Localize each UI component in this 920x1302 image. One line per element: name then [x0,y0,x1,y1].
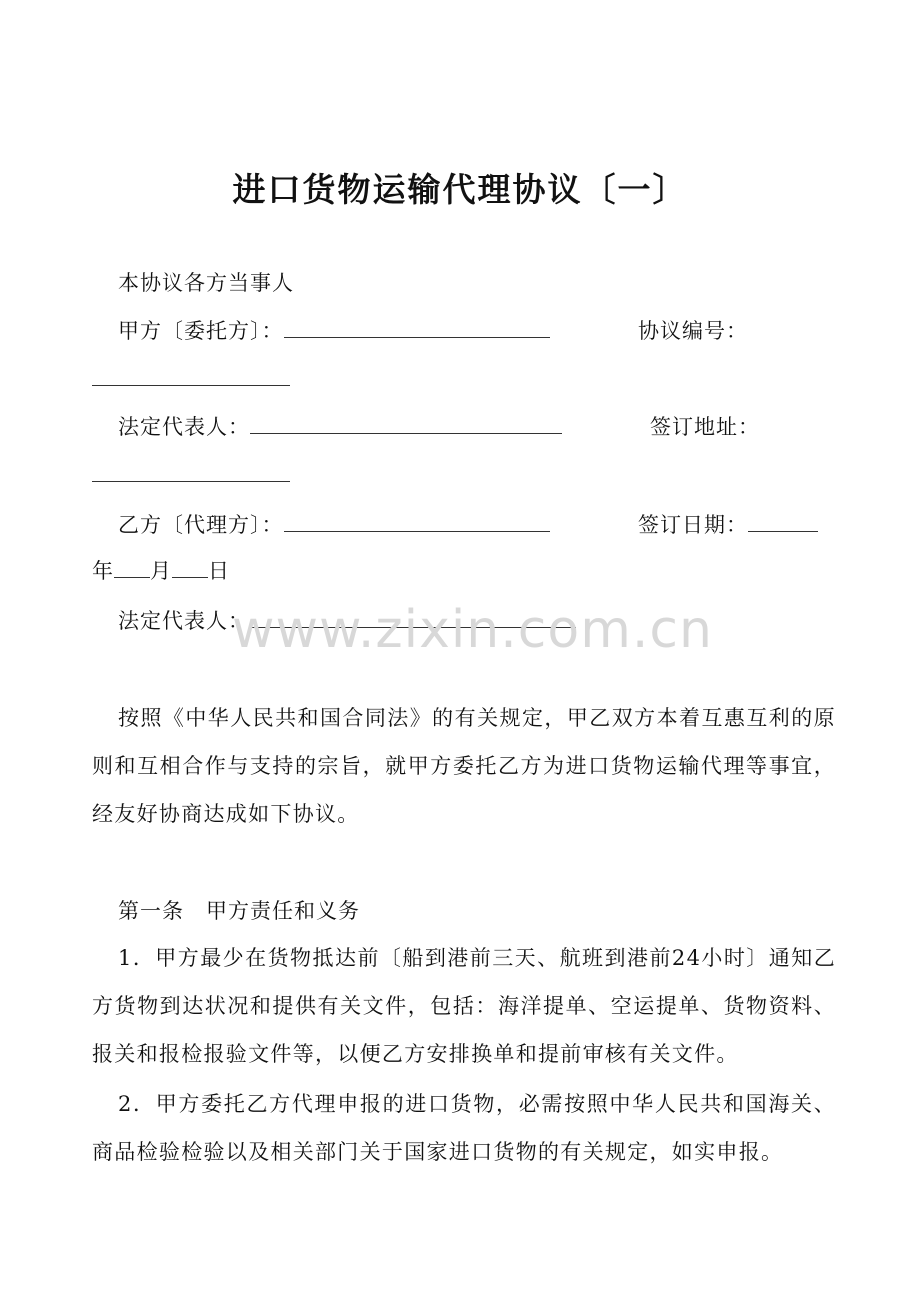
sign-address-blank [92,461,290,482]
intro-label: 本协议各方当事人 [118,271,294,295]
watermark: www.zixin.com.cn [232,600,713,660]
party-b-label: 乙方〔代理方〕： [118,513,284,537]
date-day-label: 日 [208,559,230,583]
sign-address-line [92,460,290,490]
agreement-no-blank [92,365,290,386]
agreement-no-label: 协议编号： [638,319,748,343]
legal-rep-b-line [118,606,576,636]
document-title: 进口货物运输代理协议〔一〕 [232,170,688,209]
preamble-paragraph: 按照《中华人民共和国合同法》的有关规定，甲乙双方本着互惠互利的原则和互相合作与支持的宗旨，就甲方委托乙方为进口货物运输代理等事宜，经友好协商达成如下协议。 [92,706,836,826]
date-day-blank [172,557,208,578]
party-a-line [118,316,550,346]
party-b-blank [284,511,550,532]
legal-rep-a-line [118,412,562,442]
sign-date-year-blank [748,511,818,532]
date-month-blank [114,557,150,578]
party-a-label: 甲方〔委托方〕： [118,319,284,343]
party-b-line [118,510,550,540]
clause-1-paragraph: 1．甲方最少在货物抵达前〔船到港前三天、航班到港前24小时〕通知乙方货物到达状况和提供有关文件，包括：海洋提单、空运提单、货物资料、报关和报检报验文件等，以便乙方安排换单和提前审核有关文件。 [92,946,836,1066]
legal-rep-a-blank [250,413,562,434]
date-month-label: 月 [150,559,172,583]
sign-date-label: 签订日期： [638,513,748,537]
legal-rep-b-label: 法定代表人： [118,609,250,633]
agreement-no-line [92,364,290,394]
sign-address-label: 签订地址： [650,415,760,439]
legal-rep-a-label: 法定代表人： [118,415,250,439]
legal-rep-b-blank [250,607,576,628]
clause-2-paragraph: 2．甲方委托乙方代理申报的进口货物，必需按照中华人民共和国海关、商品检验检验以及相关部门关于国家进口货物的有关规定，如实申报。 [92,1092,836,1164]
sign-date-continuation [92,556,230,586]
article-1-heading: 第一条 甲方责任和义务 [118,899,360,923]
party-a-blank [284,317,550,338]
date-year-label: 年 [92,559,114,583]
sign-date-line [638,510,818,540]
